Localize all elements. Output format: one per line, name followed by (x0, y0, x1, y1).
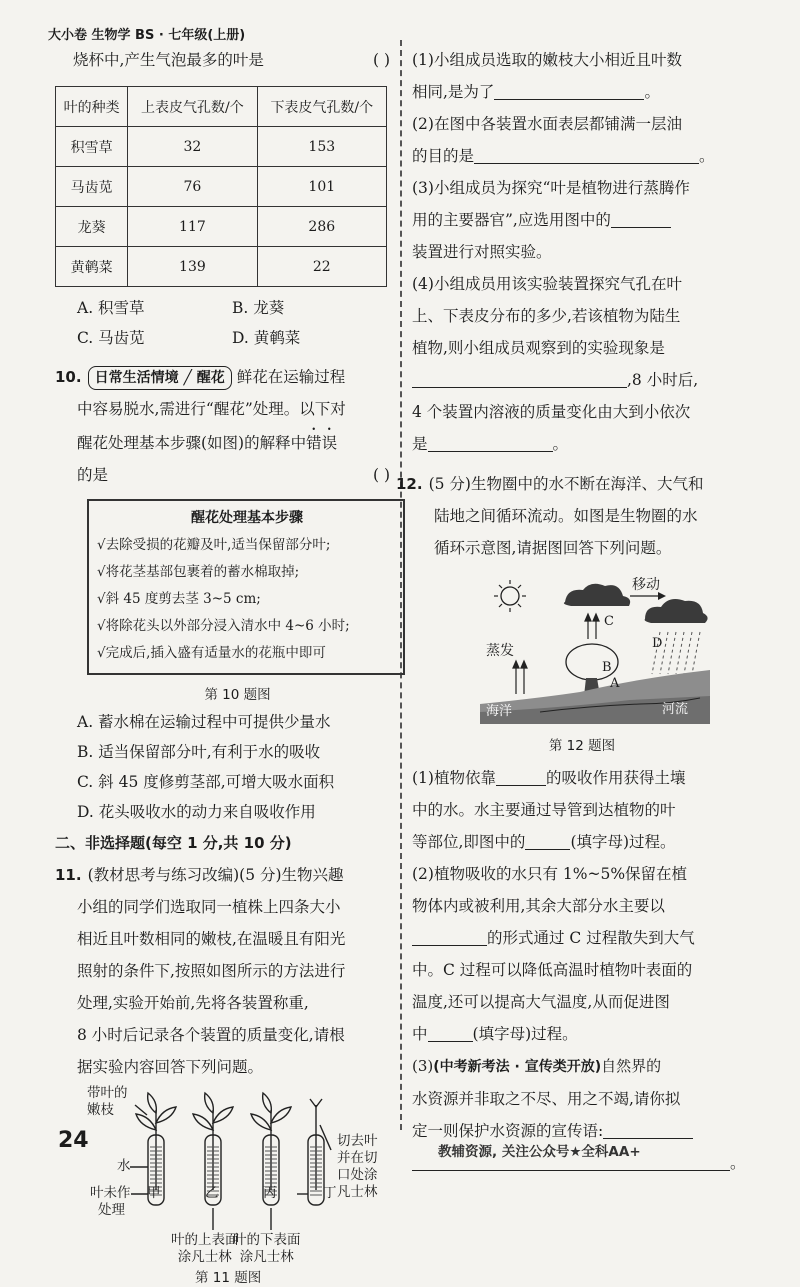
left-column (55, 44, 390, 1285)
q10-stem-3: 醒花处理基本步骤(如图)的解释中错误 (77, 434, 338, 452)
label-a: A (610, 676, 620, 691)
option-a: A. 积雪草 (77, 299, 145, 317)
q11-stem: 据实验内容回答下列问题。 (77, 1058, 264, 1076)
q12-sub3: 。 (412, 1147, 752, 1179)
table-header: 下表皮气孔数/个 (257, 87, 386, 127)
q12-sub1: 中的水。水主要通过导管到达植物的叶 (412, 801, 676, 819)
q12-sub3: 水资源并非取之不尽、用之不竭,请你拟 (412, 1090, 681, 1108)
q9-options (55, 293, 390, 353)
q11-stem: 8 小时后记录各个装置的质量变化,请根 (77, 1026, 345, 1044)
table-header: 叶的种类 (56, 87, 128, 127)
option-b: B. 适当保留部分叶,有利于水的吸收 (77, 743, 321, 761)
q12-stem: 循环示意图,请据图回答下列问题。 (434, 539, 672, 557)
table-row: 积雪草 32 153 (56, 127, 387, 167)
table-row: 马齿苋 76 101 (56, 167, 387, 207)
q11-stem: 小组的同学们选取同一植株上四条大小 (77, 898, 341, 916)
table-row: 黄鹌菜 139 22 (56, 247, 387, 287)
label-untreated: 叶未作 处理 (90, 1185, 131, 1218)
q11-sub4: 是 。 (412, 435, 569, 453)
answer-blank[interactable] (611, 209, 671, 228)
label-c: C (604, 614, 614, 629)
label-sea: 海洋 (486, 704, 513, 719)
label-river: 河流 (662, 702, 689, 717)
answer-blank[interactable] (494, 81, 644, 100)
answer-blank[interactable] (412, 927, 487, 946)
cloud-icon (645, 599, 708, 623)
q12-sub2: 的形式通过 C 过程散失到大气 (412, 922, 752, 954)
q11-sub3: 用的主要器官”,应选用图中的 (412, 204, 752, 236)
q11-sub4: ,8 小时后, (412, 364, 752, 396)
label-move: 移动 (632, 577, 660, 593)
option-d: D. 黄鹌菜 (232, 329, 301, 347)
q12-stem-1: 12. (5 分)生物圈中的水不断在海洋、大气和 (396, 475, 704, 493)
q12-sub1: 等部位,即图中的 (填字母)过程。 (412, 833, 676, 851)
tube-bing: 丙 (263, 1185, 277, 1201)
option-c: C. 马齿苋 (77, 329, 145, 347)
table-row: 龙葵 117 286 (56, 207, 387, 247)
table-header: 上表皮气孔数/个 (128, 87, 257, 127)
label-cut: 切去叶 并在切 口处涂 凡士林 (337, 1133, 378, 1200)
page-number: 24 (58, 1128, 89, 1153)
answer-blank[interactable] (496, 767, 546, 786)
step-item: √去除受损的花瓣及叶,适当保留部分叶; (97, 537, 331, 553)
sun-icon (501, 587, 519, 605)
option-a: A. 蓄水棉在运输过程中可提供少量水 (77, 713, 331, 731)
tube-yi: 乙 (205, 1185, 219, 1201)
answer-blank[interactable] (603, 1120, 693, 1139)
question-number: 11. (55, 866, 82, 884)
q10-options (55, 707, 390, 827)
q11-sub2: (2)在图中各装置水面表层都铺满一层油 (412, 115, 682, 133)
question-number: 12. (396, 475, 423, 493)
cloud-icon (564, 584, 630, 606)
option-b: B. 龙葵 (232, 299, 285, 317)
table-header-row (56, 87, 387, 127)
label-upper-coated: 叶的上表面 涂凡士林 (171, 1232, 239, 1265)
tube-jia: 甲 (147, 1185, 161, 1201)
q11-sub4: 植物,则小组成员观察到的实验现象是 (412, 339, 665, 357)
fig12-caption: 第 12 题图 (548, 738, 616, 754)
tube-ding: 丁 (323, 1185, 337, 1201)
step-item: √将除花头以外部分浸入清水中 4~6 小时; (97, 618, 350, 634)
answer-blank[interactable] (428, 1023, 473, 1042)
q10-stem-1: 10. 日常生活情境 ╱ 醒花 鲜花在运输过程 (55, 361, 390, 393)
option-d: D. 花头吸收水的动力来自吸收作用 (77, 803, 316, 821)
step-item: √斜 45 度剪去茎 3~5 cm; (97, 591, 261, 607)
answer-blank[interactable] (525, 831, 570, 850)
steps-title: 醒花处理基本步骤 (191, 510, 303, 526)
label-evaporation: 蒸发 (486, 643, 514, 659)
q12-sub1: (1)植物依靠 的吸收作用获得土壤 (412, 769, 686, 787)
q11-sub4: 4 个装置内溶液的质量变化由大到小依次 (412, 403, 691, 421)
answer-blank[interactable] (428, 433, 553, 452)
answer-blank[interactable] (412, 369, 627, 388)
q11-stem: 相近且叶数相同的嫩枝,在温暖且有阳光 (77, 930, 346, 948)
stomata-table (55, 86, 387, 287)
q12-sub2: 物体内或被利用,其余大部分水主要以 (412, 897, 665, 915)
section-heading: 二、非选择题(每空 1 分,共 10 分) (55, 834, 292, 852)
label-b: B (602, 660, 612, 675)
q12-sub3: (3)(中考新考法 · 宣传类开放)自然界的 (412, 1057, 662, 1075)
q11-sub1: 相同,是为了 。 (412, 83, 660, 101)
q11-sub4: (4)小组成员用该实验装置探究气孔在叶 (412, 275, 682, 293)
label-lower-coated: 叶的下表面 涂凡士林 (233, 1232, 301, 1265)
label-d: D (652, 636, 663, 651)
figure-11 (55, 1085, 390, 1285)
q9-tail: 烧杯中,产生气泡最多的叶是 ( ) (73, 51, 390, 69)
label-water: 水 (117, 1158, 131, 1174)
q12-sub2: 中 (填字母)过程。 (412, 1025, 578, 1043)
q12-sub2: 温度,还可以提高大气温度,从而促进图 (412, 993, 670, 1011)
step-item: √将花茎基部包裹着的蓄水棉取掉; (97, 564, 300, 580)
fig10-caption: 第 10 题图 (204, 687, 271, 703)
q11-stem: 处理,实验开始前,先将各装置称重, (77, 994, 309, 1012)
q11-stem: 照射的条件下,按照如图所示的方法进行 (77, 962, 346, 980)
q11-stem-1: 11. (教材思考与练习改编)(5 分)生物兴趣 (55, 866, 344, 884)
q11-sub3: (3)小组成员为探究“叶是植物进行蒸腾作 (412, 179, 690, 197)
q12-sub3: 定一则保护水资源的宣传语: (412, 1115, 752, 1147)
q11-sub2: 的目的是 。 (412, 147, 715, 165)
answer-blank[interactable] (474, 145, 699, 164)
label-twig: 带叶的 嫩枝 (87, 1085, 128, 1118)
footer-note: 教辅资源, 关注公众号★全科AA+ (438, 1144, 641, 1160)
figure-12 (480, 574, 710, 724)
question-number: 10. (55, 368, 82, 386)
context-tag: 日常生活情境 ╱ 醒花 (88, 366, 232, 390)
q11-sub1: (1)小组成员选取的嫩枝大小相近且叶数 (412, 51, 682, 69)
q12-sub2: (2)植物吸收的水只有 1%~5%保留在植 (412, 865, 688, 883)
q10-stem-4: 的是 ( ) (77, 466, 390, 484)
right-column (396, 44, 752, 1179)
q12-sub2: 中。C 过程可以降低高温时植物叶表面的 (412, 961, 693, 979)
page-header: 大小卷 生物学 BS · 七年级(上册) (48, 28, 246, 43)
q11-sub4: 上、下表皮分布的多少,若该植物为陆生 (412, 307, 681, 325)
fig11-caption: 第 11 题图 (195, 1270, 262, 1286)
steps-box (87, 499, 405, 675)
option-c: C. 斜 45 度修剪茎部,可增大吸水面积 (77, 773, 335, 791)
q11-sub3: 装置进行对照实验。 (412, 243, 552, 261)
q10-stem-2: 中容易脱水,需进行“醒花”处理。以下对 (77, 400, 346, 418)
q12-stem: 陆地之间循环流动。如图是生物圈的水 (434, 507, 698, 525)
step-item: √完成后,插入盛有适量水的花瓶中即可 (97, 645, 326, 661)
